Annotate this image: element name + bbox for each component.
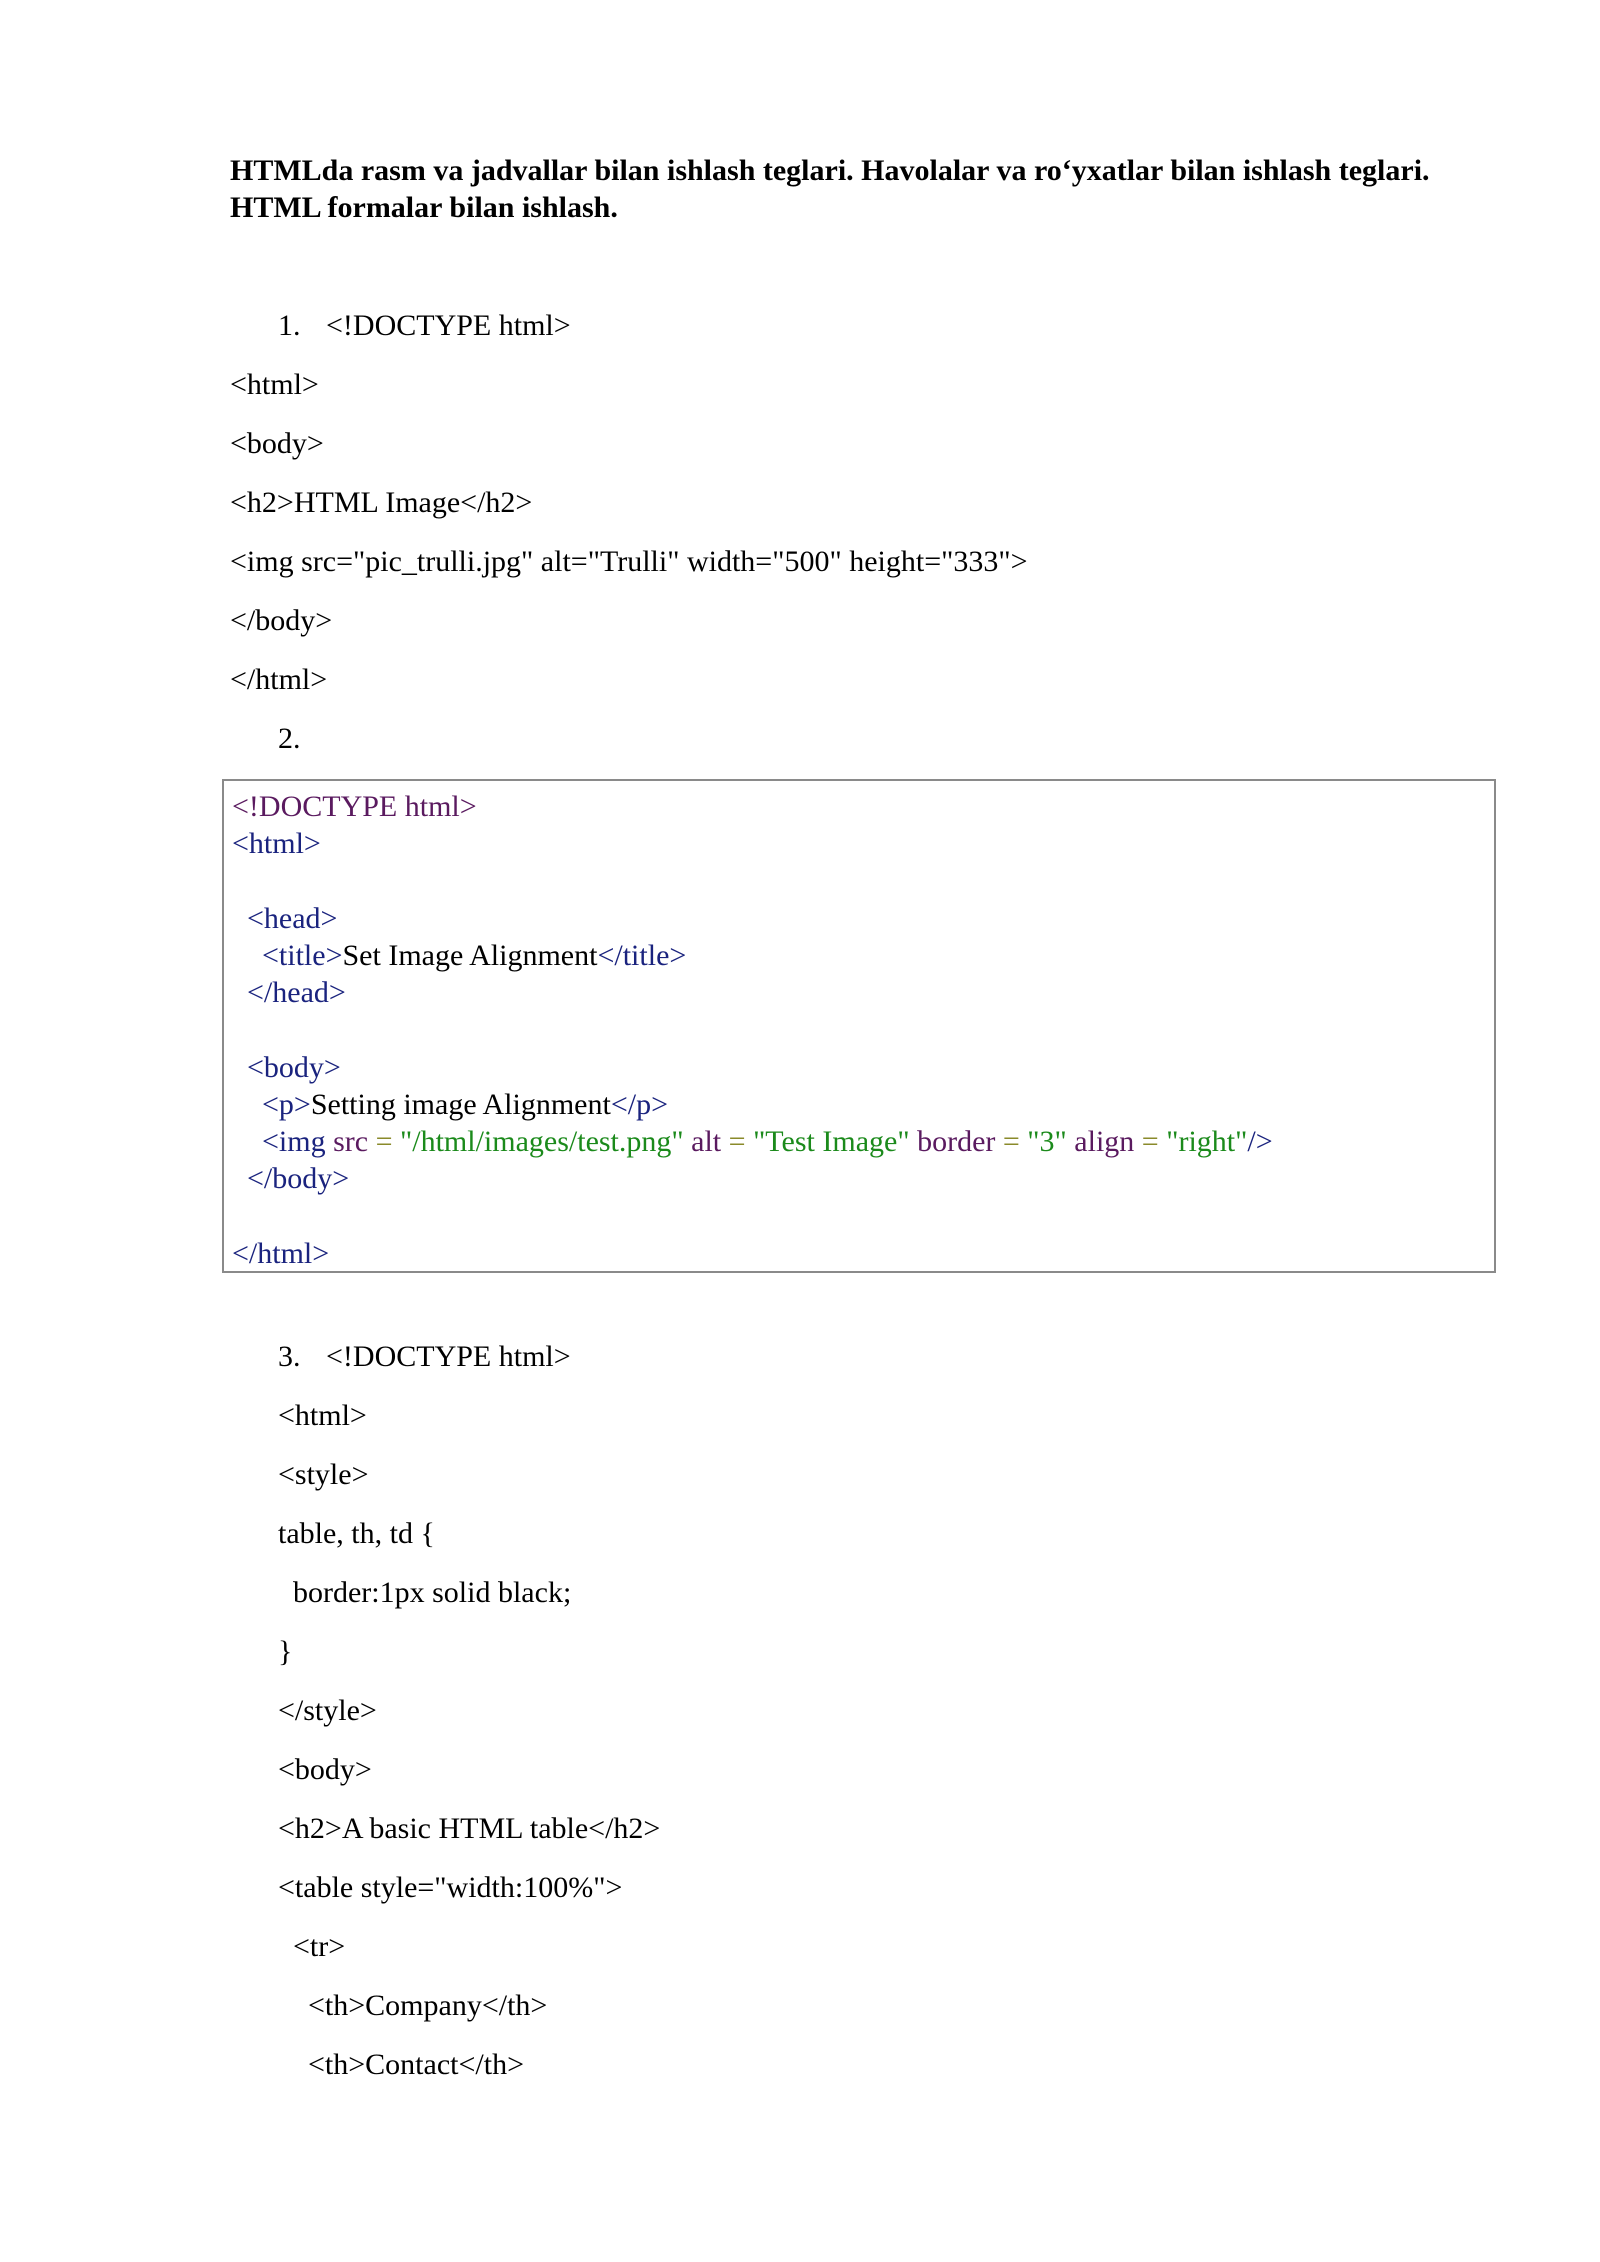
- code-line: table, th, td {: [278, 1517, 435, 1550]
- example-3-number: 3.: [278, 1340, 301, 1373]
- code-line: <h2>A basic HTML table</h2>: [278, 1812, 661, 1845]
- code-line: <!DOCTYPE html>: [326, 1340, 571, 1373]
- code-line: </body>: [230, 604, 333, 637]
- code-body-close: </body>: [247, 1162, 350, 1195]
- document-title: HTMLda rasm va jadvallar bilan ishlash teglari. Havolalar va ro‘yxatlar bilan ishlash teglari. HTML formalar bilan ishlash.: [230, 154, 1430, 224]
- code-line: <html>: [230, 368, 319, 401]
- code-p-line: <p>Setting image Alignment</p>: [262, 1088, 669, 1121]
- code-line: <table style="width:100%">: [278, 1871, 623, 1904]
- code-line: <tr>: [278, 1930, 346, 1963]
- example-1-first-line: [278, 308, 571, 344]
- code-img-line: <img src = "/html/images/test.png" alt = "Test Image" border = "3" align = "right"/>: [262, 1125, 1273, 1158]
- code-line: <body>: [278, 1753, 372, 1786]
- example-1-number: 1.: [278, 309, 301, 342]
- code-line: <style>: [278, 1458, 369, 1491]
- example-2-number: 2.: [278, 722, 301, 755]
- code-head-open: <head>: [247, 902, 338, 935]
- code-line: </style>: [278, 1694, 377, 1727]
- code-line: <body>: [230, 427, 324, 460]
- code-line: border:1px solid black;: [278, 1576, 572, 1609]
- code-box: [222, 779, 1496, 1273]
- code-line: }: [278, 1635, 293, 1668]
- example-3-first-line: [278, 1339, 571, 1375]
- code-title-line: <title>Set Image Alignment</title>: [262, 939, 687, 972]
- code-line: <th>Company</th>: [278, 1989, 548, 2022]
- code-body-open: <body>: [247, 1051, 341, 1084]
- code-head-close: </head>: [247, 976, 346, 1009]
- code-html-close: </html>: [232, 1237, 330, 1270]
- code-line: </html>: [230, 663, 328, 696]
- code-doctype: <!DOCTYPE html>: [232, 790, 477, 823]
- code-line: <img src="pic_trulli.jpg" alt="Trulli" width="500" height="333">: [230, 545, 1028, 578]
- code-line: <!DOCTYPE html>: [326, 309, 571, 342]
- code-html-open: <html>: [232, 827, 321, 860]
- code-line: <html>: [278, 1399, 367, 1432]
- code-line: <th>Contact</th>: [278, 2048, 524, 2081]
- code-line: <h2>HTML Image</h2>: [230, 486, 533, 519]
